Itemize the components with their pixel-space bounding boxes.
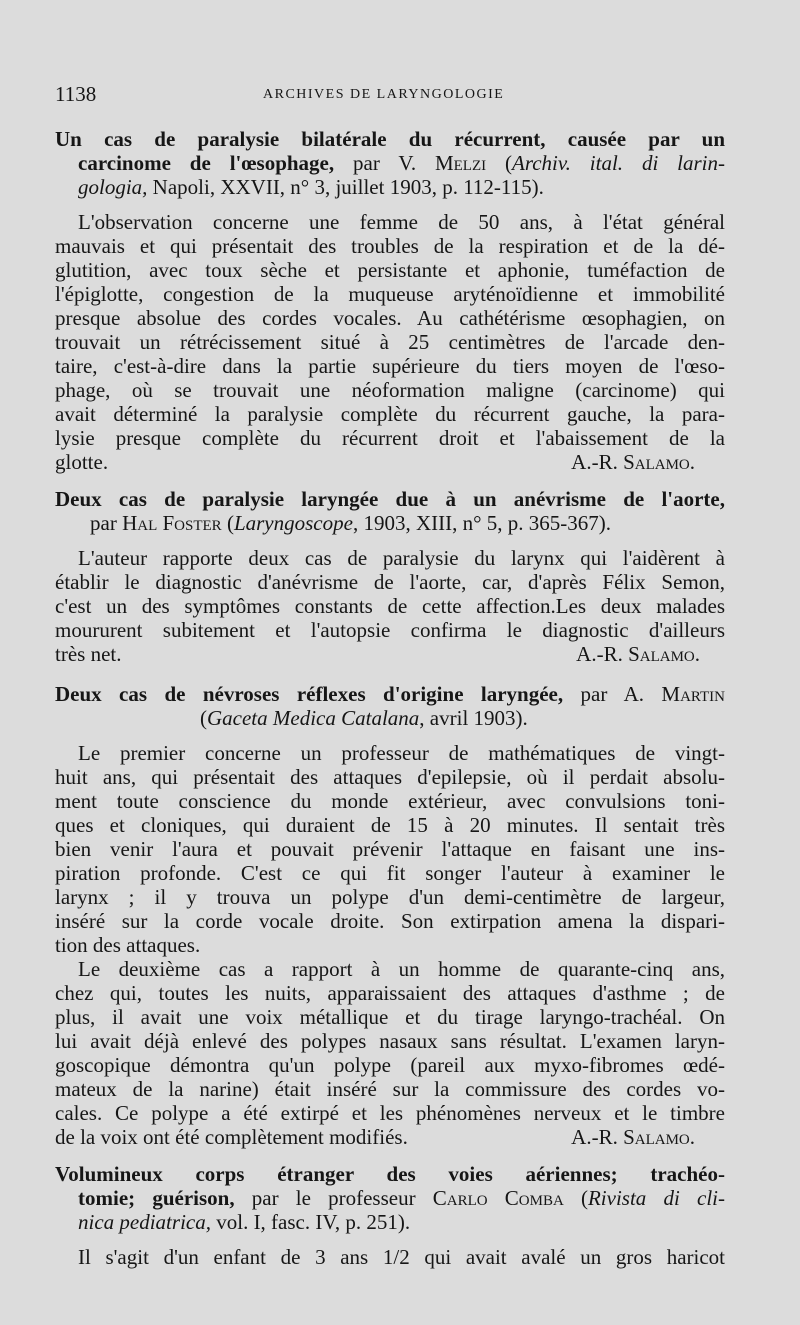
article3-text-line: bien venir l'aura et pouvait prévenir l'attaque en faisant une ins-	[55, 837, 725, 861]
article4-text-line: Il s'agit d'un enfant de 3 ans 1/2 qui avait avalé un gros haricot	[78, 1245, 725, 1269]
article2-title-line1: Deux cas de paralysie laryngée due à un anévrisme de l'aorte,	[55, 487, 725, 511]
article1-text-line: lysie presque complète du récurrent droit et l'abaissement de la	[55, 426, 725, 450]
article2-title-line2: par Hal Foster (Laryngoscope, 1903, XIII, n° 5, p. 365-367).	[90, 511, 611, 535]
article1-title-line2: carcinome de l'œsophage, par V. Melzi (Archiv. ital. di larin-	[78, 151, 725, 175]
article3-text-line: lui avait déjà enlevé des polypes nasaux sans résultat. L'examen laryn-	[55, 1029, 725, 1053]
article1-text-last: glotte. A.-R. Salamo.	[55, 450, 695, 474]
article1-title-line1: Un cas de paralysie bilatérale du récurrent, causée par un	[55, 127, 725, 151]
article3-text-line: inséré sur la corde vocale droite. Son extirpation amena la dispari-	[55, 909, 725, 933]
article3-title-line2: (Gaceta Medica Catalana, avril 1903).	[200, 706, 528, 730]
article1-text-line: phage, où se trouvait une néoformation maligne (carcinome) qui	[55, 378, 725, 402]
article1-text-line: presque absolue des cordes vocales. Au cathétérisme œsophagien, on	[55, 306, 725, 330]
article2-text-last: très net. A.-R. Salamo.	[55, 642, 700, 666]
article3-text-line: mateux de la narine) était inséré sur la commissure des cordes vo-	[55, 1077, 725, 1101]
article3-text-line: goscopique démontra qu'un polype (pareil aux myxo-fibromes œdé-	[55, 1053, 725, 1077]
article3-text-line: plus, il avait une voix métallique et du tirage laryngo-trachéal. On	[55, 1005, 725, 1029]
article2-text-line: L'auteur rapporte deux cas de paralysie du larynx qui l'aidèrent à	[78, 546, 725, 570]
article3-title-line1: Deux cas de névroses réflexes d'origine laryngée, par A. Martin	[55, 682, 725, 706]
article4-title-line2: tomie; guérison, par le professeur Carlo Comba (Rivista di cli-	[78, 1186, 725, 1210]
article4-title-line3: nica pediatrica, vol. I, fasc. IV, p. 251).	[78, 1210, 411, 1234]
article3-text-line: ment toute conscience du monde extérieur, avec convulsions toni-	[55, 789, 725, 813]
article1-title-line3: gologia, Napoli, XXVII, n° 3, juillet 1903, p. 112-115).	[78, 175, 544, 199]
article3-text-line: chez qui, toutes les nuits, apparaissaient des attaques d'asthme ; de	[55, 981, 725, 1005]
article3-text-line: piration profonde. C'est ce qui fit songer l'auteur à examiner le	[55, 861, 725, 885]
article1-text-line: taire, c'est-à-dire dans la partie supérieure du tiers moyen de l'œso-	[55, 354, 725, 378]
article1-text-line: glutition, avec toux sèche et persistante et aphonie, tuméfaction de	[55, 258, 725, 282]
article3-text-line: Le deuxième cas a rapport à un homme de quarante-cinq ans,	[78, 957, 725, 981]
article3-text-line: huit ans, qui présentait des attaques d'epilepsie, où il perdait absolu-	[55, 765, 725, 789]
article2-text-line: établir le diagnostic d'anévrisme de l'aorte, car, d'après Félix Semon,	[55, 570, 725, 594]
article3-text-last: de la voix ont été complètement modifiés. A.-R. Salamo.	[55, 1125, 695, 1149]
article1-text-line: avait déterminé la paralysie complète du récurrent gauche, la para-	[55, 402, 725, 426]
article3-text-line: larynx ; il y trouva un polype d'un demi-centimètre de largeur,	[55, 885, 725, 909]
article1-text-line: L'observation concerne une femme de 50 ans, à l'état général	[78, 210, 725, 234]
article1-text-line: trouvait un rétrécissement situé à 25 centimètres de l'arcade den-	[55, 330, 725, 354]
article1-text-line: l'épiglotte, congestion de la muqueuse aryténoïdienne et immobilité	[55, 282, 725, 306]
page-number: 1138	[55, 82, 97, 106]
article3-signature: A.-R. Salamo.	[571, 1125, 695, 1149]
article3-text-line: cales. Ce polype a été extirpé et les phénomènes nerveux et le timbre	[55, 1101, 725, 1125]
article4-title-line1: Volumineux corps étranger des voies aériennes; trachéo-	[55, 1162, 725, 1186]
article3-text-line: tion des attaques.	[55, 933, 201, 957]
article2-text-line: moururent subitement et l'autopsie confirma le diagnostic d'ailleurs	[55, 618, 725, 642]
article3-text-line: ques et cloniques, qui duraient de 15 à 20 minutes. Il sentait très	[55, 813, 725, 837]
article2-signature: A.-R. Salamo.	[576, 642, 700, 666]
article1-signature: A.-R. Salamo.	[571, 450, 695, 474]
article1-text-line: mauvais et qui présentait des troubles de la respiration et de la dé-	[55, 234, 725, 258]
article2-text-line: c'est un des symptômes constants de cette affection.Les deux malades	[55, 594, 725, 618]
running-head	[55, 82, 720, 106]
article3-text-line: Le premier concerne un professeur de mathématiques de vingt-	[78, 741, 725, 765]
journal-title: ARCHIVES DE LARYNGOLOGIE	[263, 87, 505, 102]
